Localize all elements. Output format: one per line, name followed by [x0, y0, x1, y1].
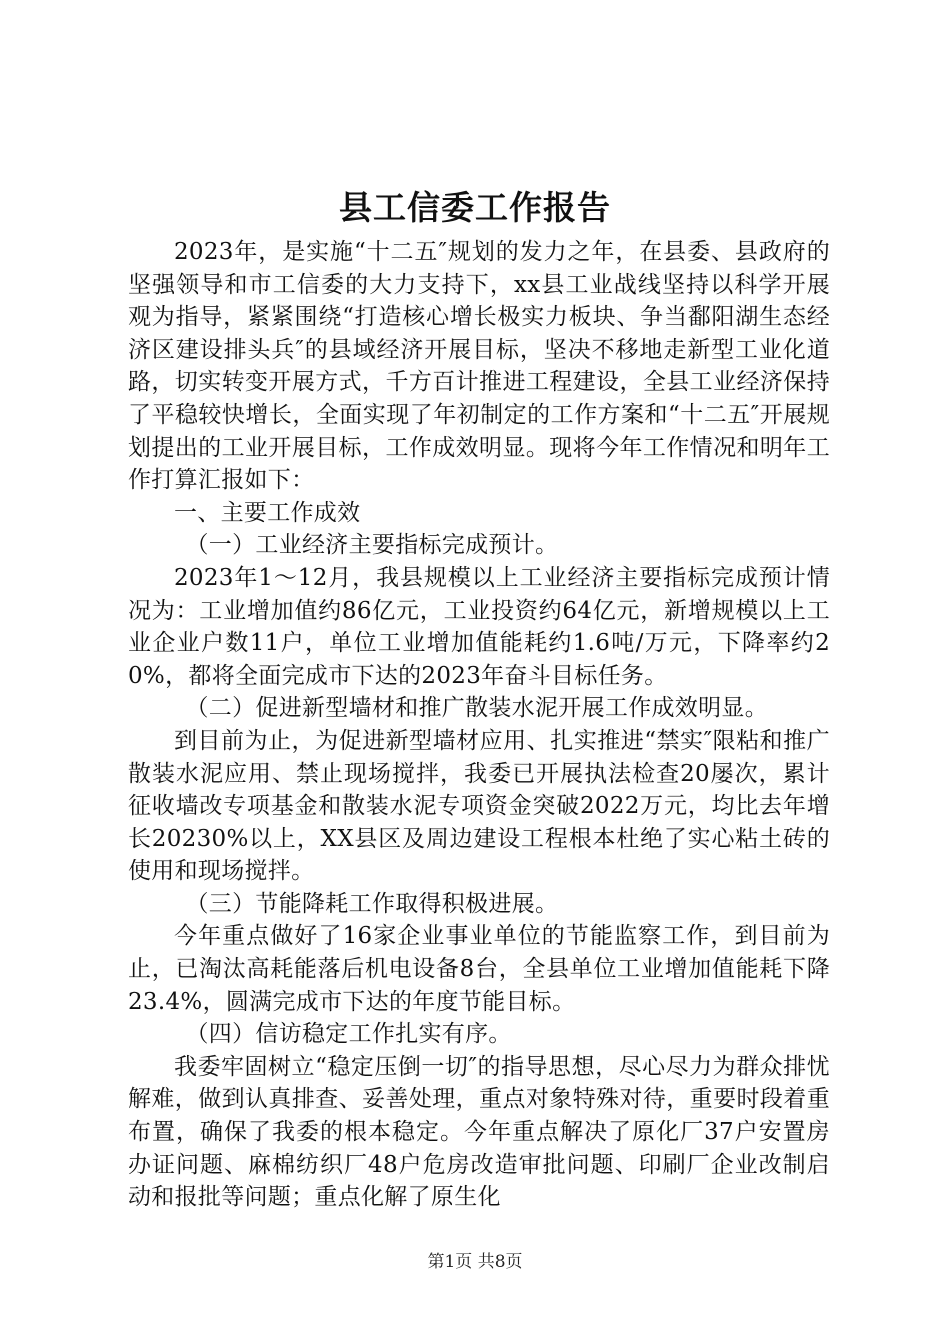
subsection-heading: （一）工业经济主要指标完成预计。 [185, 532, 559, 559]
section-heading: 一、主要工作成效 [174, 499, 361, 526]
paragraph: 今年重点做好了16家企业事业单位的节能监察工作，到目前为止，已淘汰高耗能落后机电设备8台，全县单位工业增加值能耗下降23.4%，圆满完成市下达的年度节能目标。 [128, 923, 830, 1015]
subsection-heading: （三）节能降耗工作取得积极进展。 [185, 890, 559, 917]
document-title: 县工信委工作报告 [339, 188, 611, 227]
page-number-footer: 第1页 共8页 [427, 1252, 523, 1272]
document-body [128, 236, 830, 1214]
paragraph: 2023年1～12月，我县规模以上工业经济主要指标完成预计情况为：工业增加值约86亿元，工业投资约64亿元，新增规模以上工业企业户数11户，单位工业增加值能耗约1.6吨/万元，下降率约20%，都将全面完成市下达的2023年奋斗目标任务。 [128, 564, 830, 689]
subsection-heading: （二）促进新型墙材和推广散装水泥开展工作成效明显。 [185, 695, 768, 722]
paragraph: 到目前为止，为促进新型墙材应用、扎实推进“禁实″限粘和推广散装水泥应用、禁止现场搅拌，我委已开展执法检查20屡次，累计征收墙改专项基金和散装水泥专项资金突破2022万元，均比去年增长20230%以上，XX县区及周边建设工程根本杜绝了实心粘土砖的使用和现场搅拌。 [128, 727, 830, 885]
paragraph: 2023年，是实施“十二五″规划的发力之年，在县委、县政府的坚强领导和市工信委的大力支持下，xx县工业战线坚持以科学开展观为指导，紧紧围绕“打造核心增长极实力板块、争当鄱阳湖生态经济区建设排头兵″的县域经济开展目标，坚决不移地走新型工业化道路，切实转变开展方式，千方百计推进工程建设，全县工业经济保持了平稳较快增长，全面实现了年初制定的工作方案和“十二五″开展规划提出的工业开展目标，工作成效明显。现将今年工作情况和明年工作打算汇报如下： [128, 239, 830, 494]
subsection-heading: （四）信访稳定工作扎实有序。 [185, 1021, 512, 1048]
paragraph: 我委牢固树立“稳定压倒一切″的指导思想，尽心尽力为群众排忧解难，做到认真排查、妥善处理，重点对象特殊对待，重要时段着重布置，确保了我委的根本稳定。今年重点解决了原化厂37户安置房办证问题、麻棉纺织厂48户危房改造审批问题、印刷厂企业改制启动和报批等问题；重点化解了原生化 [128, 1053, 830, 1211]
